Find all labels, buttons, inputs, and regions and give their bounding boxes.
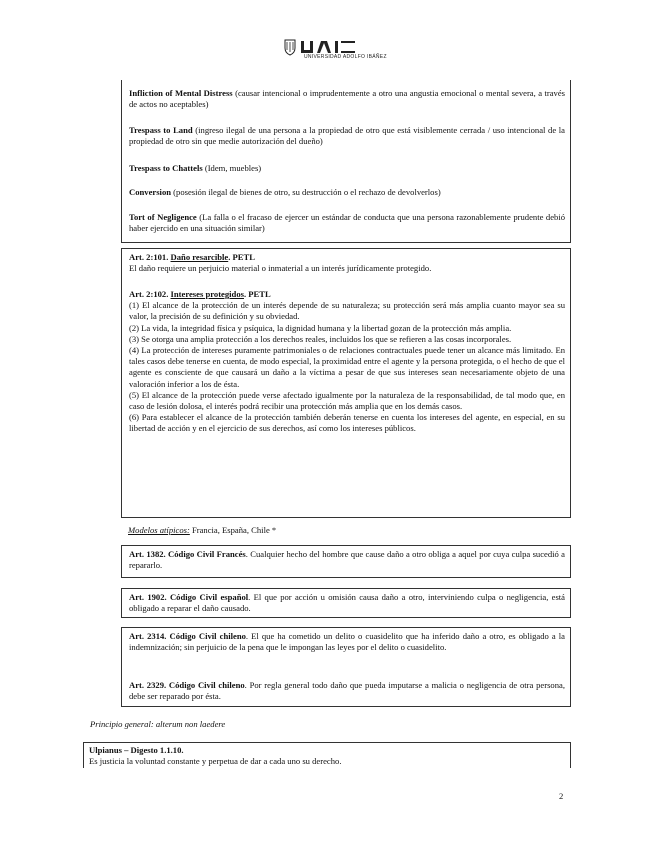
shield-icon [285,40,295,55]
ulpianus-box [83,742,571,768]
digesto: Ulpianus – Digesto 1.1.10. Es justicia la voluntad constante y perpetua de dar a cada uno su derecho. [89,745,342,767]
logo-letters [301,41,355,53]
art-2101: Art. 2:101. Daño resarcible. PETL El daño requiere un perjuicio material o inmaterial a un interés jurídicamente protegido. [129,252,432,274]
torts-box [121,80,571,243]
codigo-frances-box [121,545,571,578]
tort-item: Infliction of Mental Distress (causar intencional o imprudentemente a otro una angustia emocional o mental severa, a través de actos no aceptables) [129,88,566,110]
logo-subtitle: UNIVERSIDAD ADOLFO IBÁÑEZ [304,54,387,60]
tort-item: Trespass to Chattels (Idem, muebles) [129,163,262,173]
tort-item: Tort of Negligence (La falla o el fracaso de ejercer un estándar de conducta que una persona razonablemente prudente debió haber ejercido en una situación similar) [129,212,566,234]
codigo-chileno-box [121,627,571,707]
art-2314: Art. 2314. Código Civil chileno. El que ha cometido un delito o cuasidelito que ha inferido daño a otro, es obligado a la indemnización; sin perjuicio de la pena que le impongan las leyes por el delito o cuasidelito. [129,631,565,653]
petl-box [121,248,571,518]
principio-general: Principio general: alterum non laedere [90,719,226,729]
codigo-espanol-box [121,588,571,618]
tort-item: Conversion (posesión ilegal de bienes de otro, su destrucción o el rechazo de devolverlos) [129,187,441,197]
art-2329: Art. 2329. Código Civil chileno. Por regla general todo daño que pueda imputarse a malicia o negligencia de otra persona, debe ser reparado por ésta. [129,680,565,702]
art-1382: Art. 1382. Código Civil Francés. Cualquier hecho del hombre que cause daño a otro obliga a aquel por cuya culpa sucedió a repararlo. [129,549,565,571]
tort-item: Trespass to Land (ingreso ilegal de una persona a la propiedad de otro que está visiblemente cerrada / uso intencional de la propiedad de otro sin que medie autorización del dueño) [129,125,565,147]
university-logo [283,38,375,64]
art-1902: Art. 1902. Código Civil español. El que por acción u omisión causa daño a otro, interviniendo culpa o negligencia, está obligado a reparar el daño causado. [129,592,565,614]
modelos-atipicos: Modelos atípicos: Francia, España, Chile * [128,525,277,535]
page-number: 2 [559,791,564,801]
art-2102: Art. 2:102. Intereses protegidos. PETL (1) El alcance de la protección de un interés depende de su naturaleza; su protección será más amplia cuanto mayor sea su valor, la precisión de su definición y su obviedad. (2) La vida, la integridad física y psíquica, la dignidad humana y la libertad gozan de la protección más amplia. (3) Se otorga una amplia protección a los derechos reales, incluidos los que se refieren a las cosas incorporales. (4) La protección de intereses puramente patrimoniales o de relaciones contractuales puede tener un alcance más limitado. En tales casos debe tenerse en cuenta, de modo especial, la proximidad entre el agente y la persona protegida, o el hecho de que el agente es consciente de que causará un daño a la víctima a pesar de que sus intereses sean necesariamente objeto de una valoración inferior a los de ésta. (5) El alcance de la protección puede verse afectado igualmente por la naturaleza de la responsabilidad, de tal modo que, en caso de lesión dolosa, el interés podrá recibir una protección más amplia que en los demás casos. (6) Para establecer el alcance de la protección también deberán tenerse en cuenta los intereses del agente, en especial, en su libertad de acción y en el ejercicio de sus derechos, así como los intereses públicos. [129,289,565,434]
